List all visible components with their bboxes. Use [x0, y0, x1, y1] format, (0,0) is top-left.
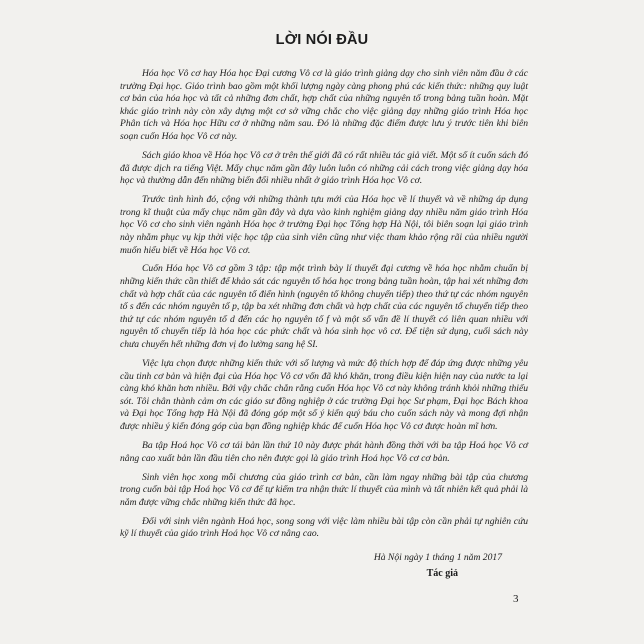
paragraph: Ba tập Hoá học Vô cơ tái bản lần thứ 10 này được phát hành đồng thời với ba tập Hoá học Vô cơ nâng cao xuất bản lần đầu tiên cho nên được gọi là giáo trình Hoá học Vô cơ cơ bản.: [120, 439, 528, 464]
page-title: LỜI NÓI ĐẦU: [275, 32, 369, 48]
date-line: Hà Nội ngày 1 tháng 1 năm 2017: [373, 552, 502, 563]
paragraph: Trước tình hình đó, cộng với những thành tựu mới của Hóa học về lí thuyết và về những áp dụng trong kĩ thuật của mấy chục năm gần đây và dựa vào kinh nghiệm giảng dạy nhiều năm giáo trình Hóa học Vô cơ cho sinh viên ngành Hóa học ở trường Đại học Tổng hợp Hà Nội, tôi biên soạn lại giáo trình này nhằm phục vụ kịp thời việc học tập của sinh viên cũng như việc tham khảo rộng rãi của nhiều người muốn hiểu biết về Hóa học Vô cơ.: [120, 194, 528, 256]
paragraph: Hóa học Vô cơ hay Hóa học Đại cương Vô cơ là giáo trình giảng dạy cho sinh viên năm đầu ở các trường Đại học. Giáo trình bao gồm một khối lượng ngày càng phong phú các kiến thức: những quy luật cơ bản của hóa học và tất cả những đơn chất, hợp chất của những nguyên tố trong bảng tuần hoàn. Mặt khác giáo trình này còn xây dựng một cơ sở vững chắc cho việc giảng dạy những giáo trình Hóa học Phân tích và Hóa học Hữu cơ ở những năm sau. Đó là những đặc điểm được lưu ý trước tiên khi biên soạn cuốn Hóa học Vô cơ này.: [120, 68, 528, 142]
paragraph: Sách giáo khoa về Hóa học Vô cơ ở trên thế giới đã có rất nhiều tác giả viết. Một số ít cuốn sách đó đã được dịch ra tiếng Việt. Mấy chục năm gần đây luôn luôn có những cải cách trong việc giảng dạy hóa học và thường dẫn đến những biến đổi nhiều nhất ở giáo trình Hóa học Vô cơ.: [120, 149, 528, 187]
paragraph: Việc lựa chọn được những kiến thức với số lượng và mức độ thích hợp để đáp ứng được những yêu cầu tinh cơ bản và hiện đại của Hóa học Vô cơ vốn đã khó khăn, trong điều kiện hiện nay của nước ta lại càng khó khăn hơn nhiều. Bởi vậy chắc chắn rằng cuốn Hóa học Vô cơ này không tránh khỏi những thiếu sót. Tôi chân thành cảm ơn các giáo sư đồng nghiệp ở các trường Đại học Sư phạm, Đại học Bách khoa và Đại học Tổng hợp Hà Nội đã đóng góp một số ý kiến quý báu cho cuốn sách này và mong đợi nhận được nhiều ý kiến đóng góp của bạn đồng nghiệp khác để cuốn Hóa học Vô cơ được hoàn mĩ hơn.: [120, 358, 528, 432]
preface-body: [120, 68, 528, 547]
paragraph: Sinh viên học xong mỗi chương của giáo trình cơ bản, cần làm ngay những bài tập của chương trong cuốn bài tập Hoá học Vô cơ để tự kiểm tra nhận thức lí thuyết của mình và tất nhiên kết quả phải là nắm được vững chắc những kiến thức đã học.: [120, 471, 528, 508]
page-number: 3: [513, 593, 519, 605]
paragraph: Cuốn Hóa học Vô cơ gồm 3 tập: tập một trình bày lí thuyết đại cương về hóa học nhằm chuẩn bị những kiến thức cần thiết để khảo sát các nguyên tố hóa học trong bảng tuần hoàn, tập hai xét những đơn chất và hợp chất của các nguyên tố điển hình (nguyên tố không chuyển tiếp) theo thứ tự các nhóm nguyên tố s đến các nhóm nguyên tố p, tập ba xét những đơn chất và hợp chất của các nguyên tố chuyển tiếp theo thứ tự các nhóm nguyên tố d đến các họ nguyên tố f và một số vấn đề lí thuyết có liên quan nhiều với nguyên tố chuyển tiếp là hóa học các phức chất và hóa sinh học vô cơ. Để tiện sử dụng, cuối sách này chưa chuyển hết những đơn vị đo lường sang hệ SI.: [120, 263, 528, 351]
paragraph: Đối với sinh viên ngành Hoá học, song song với việc làm nhiều bài tập còn cần phải tự nghiên cứu kỹ lí thuyết của giáo trình Hoá học Vô cơ nâng cao.: [120, 515, 528, 540]
author-signature: Tác giả: [426, 568, 458, 579]
